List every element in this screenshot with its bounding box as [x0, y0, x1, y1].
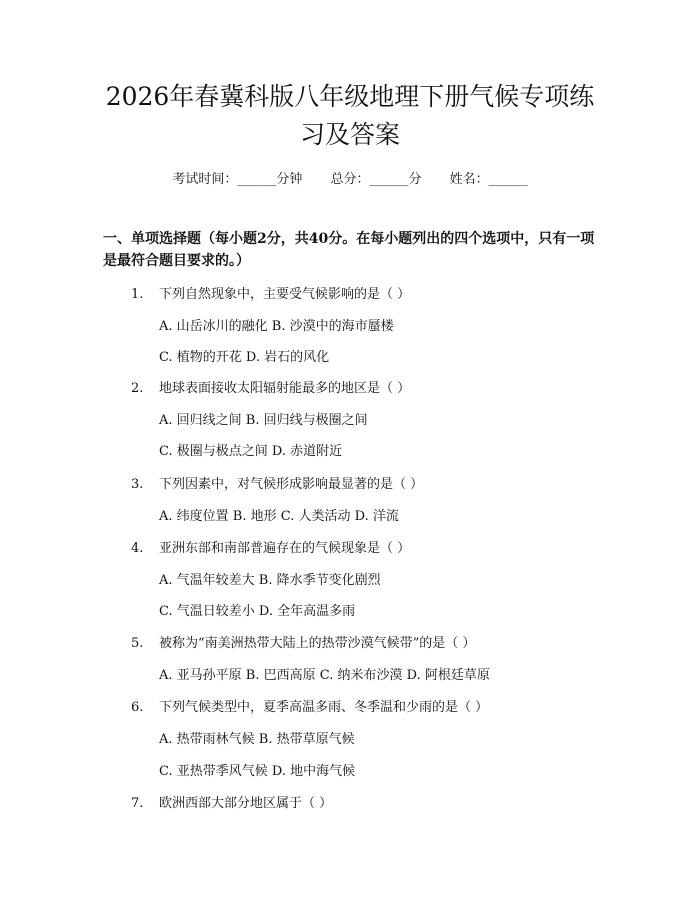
question-text: 地球表面接收太阳辐射能最多的地区是（ ）	[159, 381, 411, 396]
question-text: 下列气候类型中，夏季高温多雨、冬季温和少雨的是（ ）	[159, 700, 489, 715]
question-6	[131, 696, 488, 715]
question-number: 1.	[131, 287, 144, 302]
question-number: 5.	[131, 636, 144, 651]
option-line: C. 亚热带季风气候 D. 地中海气候	[159, 764, 356, 779]
question-text: 亚洲东部和南部普遍存在的气候现象是（ ）	[159, 541, 411, 556]
question-number: 3.	[131, 477, 144, 492]
option-line: A. 山岳冰川的融化 B. 沙漠中的海市蜃楼	[159, 319, 394, 334]
option-line: A. 热带雨林气候 B. 热带草原气候	[159, 732, 355, 747]
question-number: 2.	[131, 381, 144, 396]
option-line: A. 回归线之间 B. 回归线与极圈之间	[159, 413, 368, 428]
question-number: 7.	[131, 796, 144, 811]
exam-time-field: 考试时间：______分钟	[172, 172, 303, 187]
name-field: 姓名：______	[449, 172, 528, 187]
option-line: A. 气温年较差大 B. 降水季节变化剧烈	[159, 573, 381, 588]
option-line: C. 植物的开花 D. 岩石的风化	[159, 350, 330, 365]
question-text: 欧洲西部大部分地区属于（ ）	[159, 796, 333, 811]
question-number: 6.	[131, 700, 144, 715]
question-number: 4.	[131, 541, 144, 556]
question-1	[131, 283, 410, 302]
question-5	[131, 632, 475, 651]
title-line-1: 2026年春冀科版八年级地理下册气候专项练	[105, 82, 595, 111]
question-text: 下列因素中，对气候形成影响最显著的是（ ）	[159, 477, 424, 492]
option-line: A. 亚马孙平原 B. 巴西高原 C. 纳米布沙漠 D. 阿根廷草原	[159, 668, 490, 683]
page-title	[80, 78, 620, 154]
question-3	[131, 473, 423, 492]
exam-meta	[0, 168, 700, 187]
option-line: C. 极圈与极点之间 D. 赤道附近	[159, 444, 343, 459]
option-line: A. 纬度位置 B. 地形 C. 人类活动 D. 洋流	[159, 509, 399, 524]
option-line: C. 气温日较差小 D. 全年高温多雨	[159, 604, 356, 619]
total-score-field: 总分：______分	[330, 172, 422, 187]
question-2	[131, 377, 410, 396]
question-text: 被称为“南美洲热带大陆上的热带沙漠气候带”的是（ ）	[159, 636, 476, 651]
section-heading: 一、单项选择题（每小题2分，共40分。在每小题列出的四个选项中，只有一项是最符合题目要求的。）	[103, 231, 595, 269]
question-text: 下列自然现象中，主要受气候影响的是（ ）	[159, 287, 411, 302]
question-7	[131, 792, 332, 811]
question-4	[131, 537, 410, 556]
title-line-2: 习及答案	[299, 120, 400, 149]
